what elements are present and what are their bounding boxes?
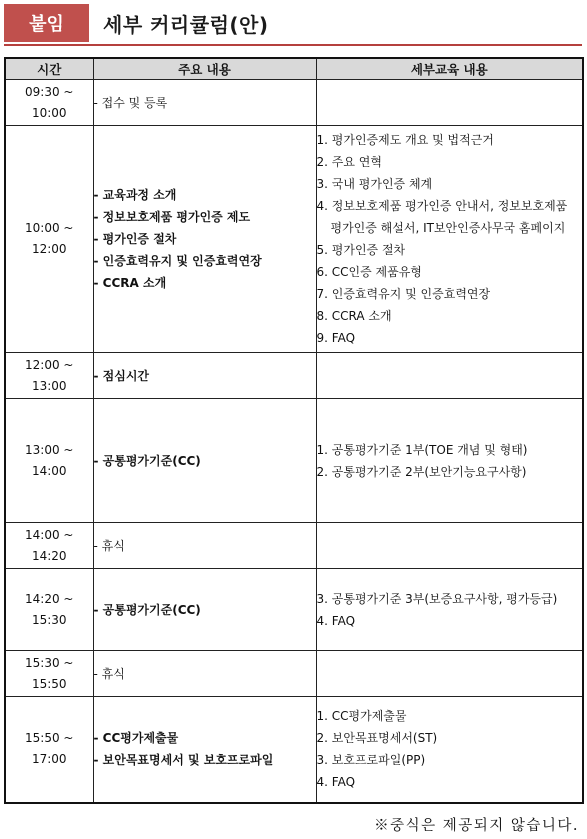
main-item: - 휴식 (93, 538, 125, 553)
detail-item-continuation: 평가인증 해설서, IT보안인증사무국 홈페이지 (330, 221, 566, 235)
time-cell (5, 126, 93, 353)
time-cell (5, 697, 93, 803)
time-end: 10:00 (31, 105, 67, 120)
detail-cell (316, 651, 583, 697)
time-start: 14:00 ~ (25, 527, 74, 542)
main-content-cell (93, 523, 316, 569)
detail-item: 4. 정보보호제품 평가인증 안내서, 정보보호제품 (316, 199, 568, 213)
detail-cell (316, 126, 583, 353)
main-item: - 정보보호제품 평가인증 제도 (93, 210, 251, 224)
time-start: 15:30 ~ (25, 655, 74, 670)
table-row (5, 353, 583, 399)
table-row (5, 697, 583, 803)
detail-item: 2. 공통평가기준 2부(보안기능요구사항) (316, 464, 527, 479)
time-start: 13:00 ~ (25, 442, 74, 457)
header-divider (4, 44, 582, 46)
page-header (4, 4, 582, 42)
main-item: - 인증효력유지 및 인증효력연장 (93, 254, 262, 268)
column-header-main: 주요 내용 (93, 58, 316, 80)
main-item: - 교육과정 소개 (93, 188, 177, 202)
main-content-cell (93, 697, 316, 803)
time-end: 14:00 (31, 463, 67, 478)
main-item: - 보안목표명세서 및 보호프로파일 (93, 753, 274, 768)
detail-cell (316, 399, 583, 523)
detail-item: 4. FAQ (316, 613, 356, 628)
detail-item: 6. CC인증 제품유형 (316, 265, 422, 279)
detail-item: 4. FAQ (316, 775, 356, 790)
time-end: 17:00 (31, 752, 67, 767)
table-row (5, 651, 583, 697)
time-cell (5, 523, 93, 569)
main-item: - 공통평가기준(CC) (93, 453, 201, 468)
time-end: 12:00 (31, 242, 67, 256)
detail-cell (316, 353, 583, 399)
main-item: - CC평가제출물 (93, 731, 179, 746)
time-cell (5, 80, 93, 126)
detail-item: 1. 공통평가기준 1부(TOE 개념 및 형태) (316, 442, 528, 457)
main-content-cell (93, 569, 316, 651)
curriculum-table (4, 57, 584, 804)
time-cell (5, 651, 93, 697)
main-item: - 점심시간 (93, 368, 150, 383)
main-content-cell (93, 399, 316, 523)
main-item: - 휴식 (93, 666, 125, 681)
detail-item: 3. 공통평가기준 3부(보증요구사항, 평가등급) (316, 591, 558, 606)
page-title: 세부 커리큘럼(안) (103, 12, 269, 37)
detail-item: 1. CC평가제출물 (316, 709, 407, 724)
time-start: 15:50 ~ (25, 731, 74, 746)
table-row (5, 126, 583, 353)
attachment-badge: 붙임 (4, 4, 89, 42)
time-end: 15:30 (31, 612, 67, 627)
main-item: - CCRA 소개 (93, 276, 167, 290)
time-start: 09:30 ~ (25, 84, 74, 99)
lunch-note: ※중식은 제공되지 않습니다. (374, 818, 579, 834)
time-start: 12:00 ~ (25, 357, 74, 372)
detail-item: 2. 주요 연혁 (316, 155, 382, 169)
table-row (5, 523, 583, 569)
table-row (5, 399, 583, 523)
main-content-cell (93, 126, 316, 353)
table-row (5, 80, 583, 126)
main-content-cell (93, 80, 316, 126)
column-header-time: 시간 (5, 58, 93, 80)
time-end: 14:20 (31, 548, 67, 563)
table-row (5, 569, 583, 651)
detail-item: 3. 보호프로파일(PP) (316, 753, 426, 768)
time-end: 15:50 (31, 676, 67, 691)
detail-item: 7. 인증효력유지 및 인증효력연장 (316, 287, 491, 301)
time-end: 13:00 (31, 378, 67, 393)
detail-cell (316, 697, 583, 803)
detail-item: 2. 보안목표명세서(ST) (316, 731, 438, 746)
main-item: - 공통평가기준(CC) (93, 602, 201, 617)
time-start: 10:00 ~ (25, 221, 74, 235)
time-cell (5, 569, 93, 651)
table-header-row (5, 58, 583, 80)
detail-cell (316, 569, 583, 651)
detail-item: 8. CCRA 소개 (316, 309, 392, 323)
detail-cell (316, 523, 583, 569)
column-header-detail: 세부교육 내용 (316, 58, 583, 80)
detail-cell (316, 80, 583, 126)
main-item: - 접수 및 등록 (93, 95, 168, 110)
detail-item: 5. 평가인증 절차 (316, 243, 406, 257)
time-cell (5, 399, 93, 523)
main-item: - 평가인증 절차 (93, 232, 177, 246)
time-start: 14:20 ~ (25, 591, 74, 606)
detail-item: 9. FAQ (316, 331, 356, 345)
detail-item: 1. 평가인증제도 개요 및 법적근거 (316, 133, 494, 147)
detail-item: 3. 국내 평가인증 체계 (316, 177, 433, 191)
time-cell (5, 353, 93, 399)
main-content-cell (93, 353, 316, 399)
main-content-cell (93, 651, 316, 697)
